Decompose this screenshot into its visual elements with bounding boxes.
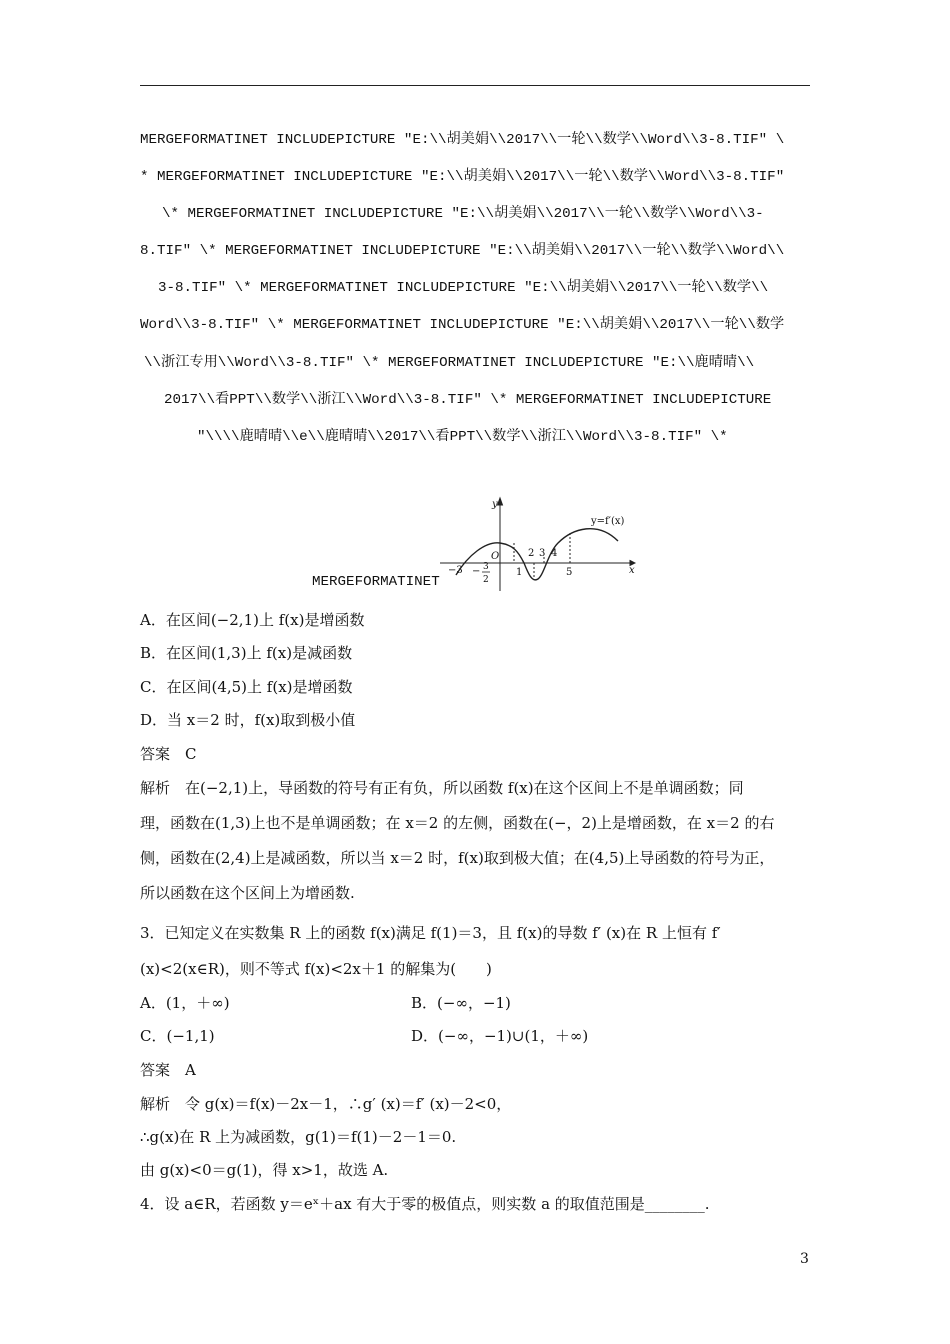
tick-label: −3 <box>448 565 463 576</box>
merge-line: Word\\3-8.TIF" \* MERGEFORMATINET INCLUDEPICTURE "E:\\胡美娟\\2017\\一轮\\数学 <box>140 317 785 333</box>
q3-stem-line: 3．已知定义在实数集 R 上的函数 f(x)满足 f(1)＝3，且 f(x)的导数 f′ (x)在 R 上恒有 f′ <box>140 924 721 942</box>
q3-option-b: B．(−∞，−1) <box>411 994 511 1012</box>
q3-analysis-line: ∴g(x)在 R 上为减函数，g(1)＝f(1)－2－1＝0. <box>140 1128 457 1146</box>
merge-line: \* MERGEFORMATINET INCLUDEPICTURE "E:\\胡美娟\\2017\\一轮\\数学\\Word\\3- <box>162 206 764 222</box>
q2-analysis-line: 解析 在(−2,1)上，导函数的符号有正有负，所以函数 f(x)在这个区间上不是单调函数；同 <box>140 779 744 797</box>
merge-line: \\浙江专用\\Word\\3-8.TIF" \* MERGEFORMATINET INCLUDEPICTURE "E:\\鹿晴晴\\ <box>144 355 755 371</box>
q3-analysis-line: 由 g(x)<0＝g(1)，得 x>1，故选 A. <box>140 1161 389 1179</box>
q2-analysis-line: 理，函数在(1,3)上也不是单调函数；在 x＝2 的左侧，函数在(−，2)上是增函数，在 x＝2 的右 <box>140 814 775 832</box>
derivative-graph <box>438 493 638 593</box>
q2-option-b: B．在区间(1,3)上 f(x)是减函数 <box>140 644 353 662</box>
tick-label: 3 <box>539 548 546 559</box>
q4-stem: 4．设 a∈R，若函数 y＝eˣ＋ax 有大于零的极值点，则实数 a 的取值范围是________. <box>140 1195 710 1213</box>
merge-line: 3-8.TIF" \* MERGEFORMATINET INCLUDEPICTURE "E:\\胡美娟\\2017\\一轮\\数学\\ <box>158 280 769 296</box>
merge-line-last: MERGEFORMATINET <box>312 574 440 590</box>
header-rule <box>140 85 810 86</box>
q3-stem-line: (x)<2(x∈R)，则不等式 f(x)<2x＋1 的解集为( ) <box>140 960 492 978</box>
curve-label: y=f′(x) <box>591 516 625 527</box>
q3-answer: 答案 A <box>140 1061 196 1079</box>
q2-option-d: D．当 x＝2 时，f(x)取到极小值 <box>140 711 356 729</box>
merge-line: 2017\\看PPT\\数学\\浙江\\Word\\3-8.TIF" \* MERGEFORMATINET INCLUDEPICTURE <box>164 392 772 408</box>
tick-label: 2 <box>483 575 489 585</box>
q3-analysis-line: 解析 令 g(x)＝f(x)－2x－1，∴g′ (x)＝f′ (x)－2<0， <box>140 1095 512 1113</box>
tick-label: 2 <box>528 548 535 559</box>
q2-analysis-line: 侧，函数在(2,4)上是减函数，所以当 x＝2 时，f(x)取到极大值；在(4,5)上导函数的符号为正， <box>140 849 775 867</box>
tick-label: 1 <box>516 567 523 578</box>
merge-line: "\\\\鹿晴晴\\e\\鹿晴晴\\2017\\看PPT\\数学\\浙江\\Word\\3-8.TIF" \* <box>197 429 728 445</box>
origin-label: O <box>491 551 500 562</box>
tick-label: 5 <box>566 567 573 578</box>
merge-line: * MERGEFORMATINET INCLUDEPICTURE "E:\\胡美娟\\2017\\一轮\\数学\\Word\\3-8.TIF" <box>140 169 785 185</box>
q3-option-c: C．(−1,1) <box>140 1027 215 1045</box>
y-axis-arrow <box>498 498 503 505</box>
q3-option-d: D．(−∞，−1)∪(1，＋∞) <box>411 1027 589 1045</box>
x-label: x <box>629 565 635 576</box>
q3-option-a: A．(1，＋∞) <box>140 994 230 1012</box>
merge-line: 8.TIF" \* MERGEFORMATINET INCLUDEPICTURE "E:\\胡美娟\\2017\\一轮\\数学\\Word\\ <box>140 243 785 259</box>
q2-option-c: C．在区间(4,5)上 f(x)是增函数 <box>140 678 353 696</box>
q2-answer: 答案 C <box>140 745 197 763</box>
tick-label: − <box>472 566 481 577</box>
tick-label: 3 <box>483 562 489 572</box>
y-label: y <box>492 499 498 510</box>
page-number: 3 <box>800 1251 809 1267</box>
q2-option-a: A．在区间(−2,1)上 f(x)是增函数 <box>140 611 365 629</box>
q2-analysis-line: 所以函数在这个区间上为增函数. <box>140 884 355 902</box>
merge-line: MERGEFORMATINET INCLUDEPICTURE "E:\\胡美娟\\2017\\一轮\\数学\\Word\\3-8.TIF" \ <box>140 132 785 148</box>
tick-label: 4 <box>551 548 558 559</box>
